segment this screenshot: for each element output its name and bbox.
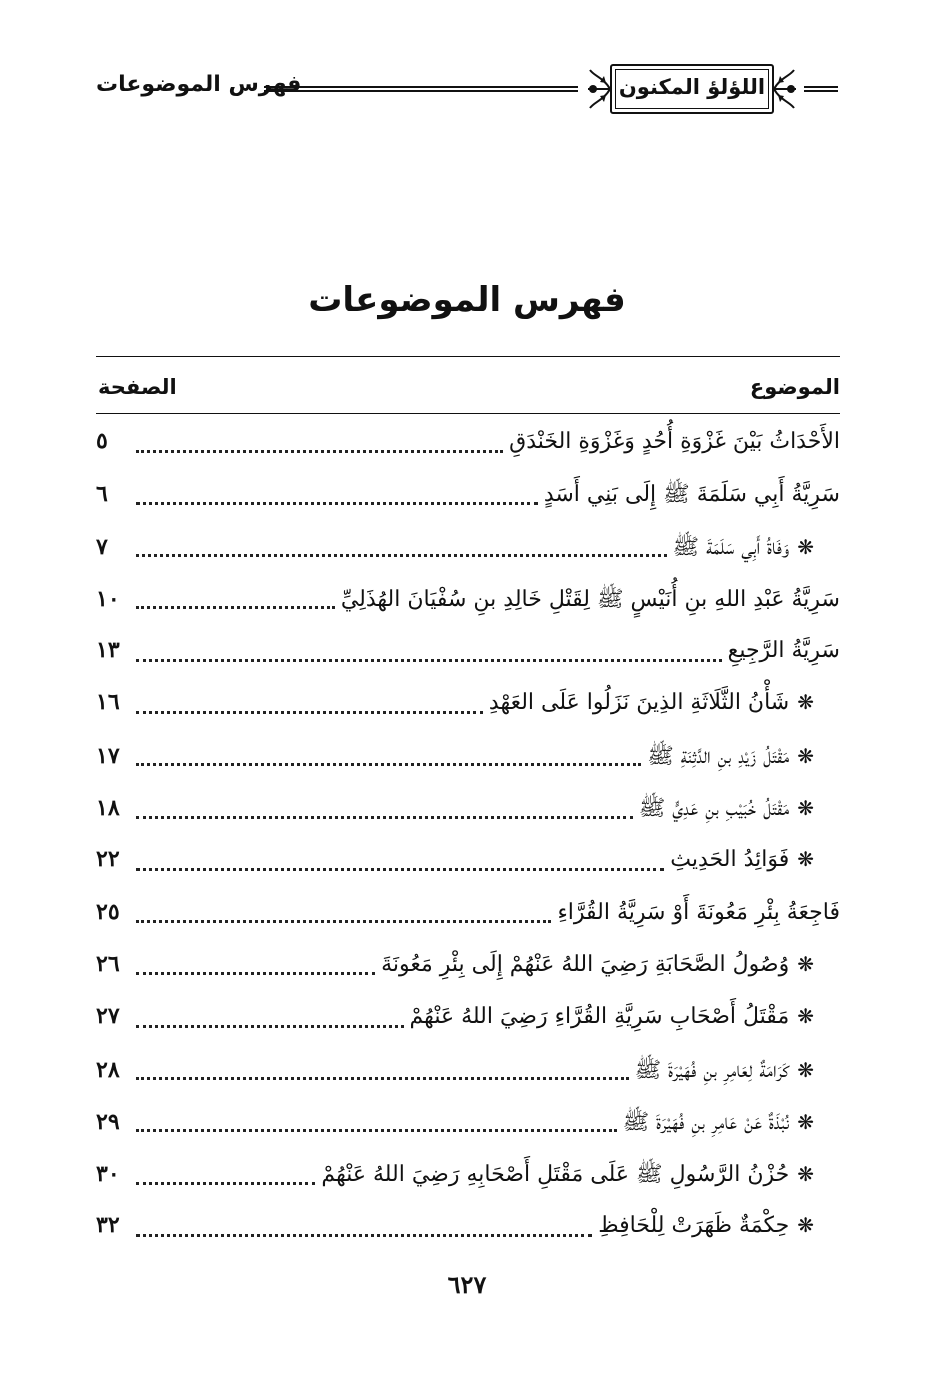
toc-entry-row [96,1108,814,1142]
toc-entry [96,519,840,571]
toc-entry-page: ٢٢ [96,846,120,873]
toc-entry-page: ٢٥ [96,898,120,925]
bullet-icon: ❋ [797,796,814,821]
header-section-title: فهرس الموضوعات [96,72,302,97]
toc-entry-page: ٢٦ [96,950,120,977]
toc-entry-title: الأَحْدَاثُ بَيْنَ غَزْوَةِ أُحُدٍ وَغَزْوَةِ الخَنْدَقِ [509,429,840,454]
toc-entry-title: فَوَائِدُ الحَدِيثِ [670,847,790,873]
toc-entry-row [96,846,814,880]
bullet-icon: ❋ [797,1109,814,1134]
toc-entry-title: سَرِيَّةُ أَبِي سَلَمَةَ ﷺ إِلَى بَنِي أَسَدٍ [543,482,840,508]
bullet-icon: ❋ [797,847,814,872]
toc-entry [96,414,840,466]
toc-entry-title: سَرِيَّةُ عَبْدِ اللهِ بنِ أُنَيْسٍ ﷺ لِقَتْلِ خَالِدِ بنِ سُفْيَانَ الهُذَلِيِّ [340,586,840,612]
toc-entry [96,675,840,727]
toc-entry [96,989,840,1041]
bullet-icon: ❋ [797,1004,814,1029]
dot-leader [136,816,633,819]
dot-leader [136,450,503,453]
toc-entry-page: ١٧ [96,742,120,769]
toc-entry-row [96,533,814,567]
toc-entry-row [96,1003,814,1037]
toc-entry-page: ١٣ [96,637,120,664]
dot-leader [136,1077,629,1080]
bullet-icon: ❋ [797,690,814,715]
dot-leader [136,920,551,923]
toc-entry-page: ٣٢ [96,1212,120,1239]
toc-entry-title: مَقْتَلُ زَيْدِ بنِ الدَّثِنَةِ ﷺ [647,743,790,769]
page-number: ٦٢٧ [447,1270,487,1299]
toc-entry-page: ٧ [96,533,108,560]
toc-entry-page: ١٠ [96,585,120,612]
page-title: فهرس الموضوعات [308,280,626,320]
toc-entry [96,1146,840,1198]
header-book-title: اللؤلؤ المكنون [618,75,766,99]
bullet-icon: ❋ [797,534,814,559]
dot-leader [136,1129,617,1132]
toc-entry-title: مَقْتَلُ خُبَيْبِ بنِ عَدِيٍّ ﷺ [638,796,790,822]
toc-entry [96,466,840,518]
dot-leader [136,1025,404,1028]
toc-entry-row [96,951,814,985]
toc-entry-page: ٥ [96,428,108,454]
toc-entry-row [96,742,814,776]
header-rule-right [804,86,838,92]
toc-entry [96,885,840,937]
toc-entry-page: ١٨ [96,795,120,822]
ornament-icon [772,64,798,114]
dot-leader [136,711,483,714]
toc-entry-row [96,794,814,828]
dot-leader [136,1234,592,1237]
toc-entry-row [96,428,840,462]
toc-entry-row [96,689,814,723]
toc-entry [96,937,840,989]
toc-entry [96,1042,840,1094]
toc-entry-row [96,1056,814,1090]
toc-entry-title: شَأْنُ الثَّلَاثَةِ الذِينَ نَزَلُوا عَلَى العَهْدِ [488,690,790,716]
dot-leader [136,554,667,557]
running-header [96,58,838,122]
toc-entry-page: ١٦ [96,689,120,716]
toc-entry-row [96,480,840,514]
toc-entry-title: حُزْنُ الرَّسُولِ ﷺ عَلَى مَقْتَلِ أَصْحَابِهِ رَضِيَ اللهُ عَنْهُمْ [321,1162,790,1188]
toc-entry-page: ٢٨ [96,1056,120,1083]
toc-entry-title: مَقْتَلُ أَصْحَابِ سَرِيَّةِ القُرَّاءِ رَضِيَ اللهُ عَنْهُمْ [409,1004,790,1030]
dot-leader [136,763,641,766]
dot-leader [136,972,375,975]
dot-leader [136,659,722,662]
toc-entry-page: ٢٩ [96,1108,120,1135]
toc-entry-row [96,1160,814,1194]
toc-entries [96,414,840,1251]
toc-entry-title: حِكْمَةٌ ظَهَرَتْ لِلْحَافِظِ [598,1213,790,1239]
toc-entry [96,1094,840,1146]
toc-entry-row [96,1212,814,1246]
page-column-label: الصفحة [98,375,177,399]
dot-leader [136,1182,315,1185]
table-of-contents [96,356,840,1251]
header-rule-left [264,86,578,92]
toc-entry [96,623,840,675]
topic-column-label: الموضوع [749,375,840,399]
toc-entry [96,571,840,623]
dot-leader [136,868,664,871]
toc-entry-title: نُبْذَةٌ عَنْ عَامِرِ بنِ فُهَيْرَةَ ﷺ [622,1109,790,1135]
toc-entry-title: كَرَامَةٌ لِعَامِرِ بنِ فُهَيْرَةَ ﷺ [634,1057,790,1083]
toc-entry [96,780,840,832]
toc-entry-page: ٢٧ [96,1003,120,1030]
toc-entry-page: ٦ [96,481,108,508]
bullet-icon: ❋ [797,1057,814,1082]
toc-entry-row [96,899,840,933]
toc-entry [96,832,840,884]
toc-entry-title: فَاجِعَةُ بِئْرِ مَعُونَةَ أَوْ سَرِيَّةُ القُرَّاءِ [557,899,840,925]
toc-entry-title: وُصُولُ الصَّحَابَةِ رَضِيَ اللهُ عَنْهُمْ إِلَى بِئْرِ مَعُونَةَ [381,951,790,977]
toc-column-header [96,357,840,413]
toc-entry-row [96,637,840,671]
toc-entry [96,728,840,780]
dot-leader [136,606,335,609]
ornament-icon [586,64,612,114]
toc-entry-title: سَرِيَّةُ الرَّجِيعِ [727,638,840,664]
bullet-icon: ❋ [797,1162,814,1187]
bullet-icon: ❋ [797,1213,814,1238]
bullet-icon: ❋ [797,951,814,976]
toc-entry-page: ٣٠ [96,1161,120,1188]
bullet-icon: ❋ [797,743,814,768]
dot-leader [136,502,538,505]
toc-entry-title: وَفَاةُ أَبِي سَلَمَةَ ﷺ [672,534,790,560]
header-book-badge [586,60,798,118]
toc-entry [96,1198,840,1250]
toc-entry-row [96,585,840,619]
